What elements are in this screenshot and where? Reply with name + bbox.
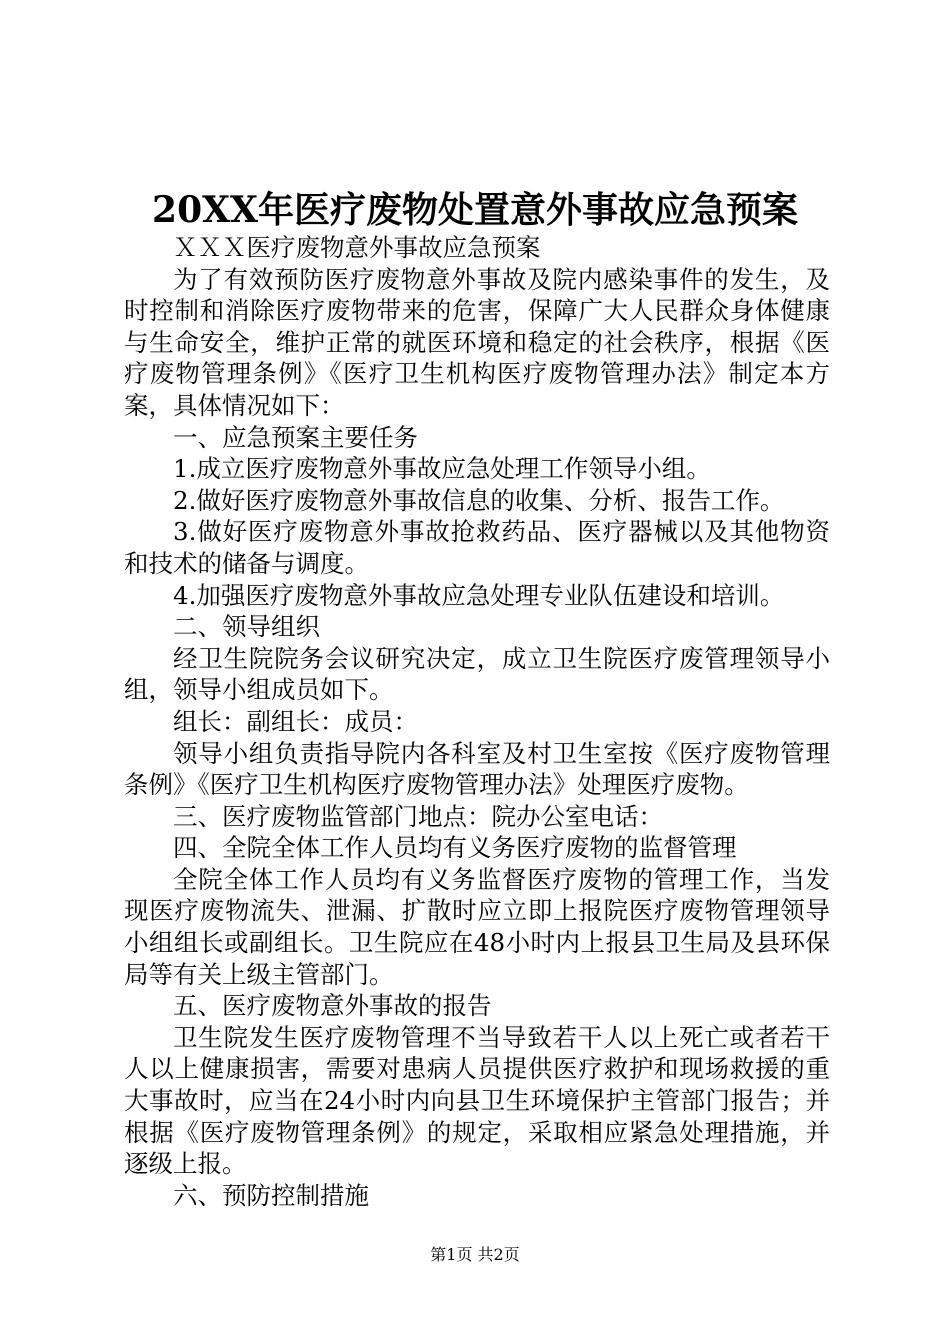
task-item-3: 3.做好医疗废物意外事故抢救药品、医疗器械以及其他物资和技术的储备与调度。 (124, 517, 830, 578)
paragraph-leadership: 经卫生院院务会议研究决定，成立卫生院医疗废管理领导小组，领导小组成员如下。 (124, 643, 830, 705)
task-item-2: 2.做好医疗废物意外事故信息的收集、分析、报告工作。 (173, 485, 785, 515)
paragraph-accident-report: 卫生院发生医疗废物管理不当导致若干人以上死亡或者若干人以上健康损害，需要对患病人员提供医疗救护和现场救援的重大事故时，应当在24小时内向县卫生环境保护主管部门报告；并根据《医疗废物管理条例》的规定，采取相应紧急处理措施，并逐级上报。 (124, 1022, 830, 1179)
heading-accident-report: 五、医疗废物意外事故的报告 (173, 991, 492, 1021)
paragraph-leadership-duty: 领导小组负责指导院内各科室及村卫生室按《医疗废物管理条例》《医疗卫生机构医疗废物管理办法》处理医疗废物。 (124, 738, 830, 800)
heading-main-tasks: 一、应急预案主要任务 (173, 422, 418, 452)
paragraph-members: 组长：副组长：成员： (173, 706, 418, 736)
document-body (124, 232, 830, 1211)
heading-staff-supervision: 四、全院全体工作人员均有义务医疗废物的监督管理 (173, 833, 737, 863)
paragraph-intro: 为了有效预防医疗废物意外事故及院内感染事件的发生，及时控制和消除医疗废物带来的危害，保障广大人民群众身体健康与生命安全，维护正常的就医环境和稳定的社会秩序，根据《医疗废物管理条例》《医疗卫生机构医疗废物管理办法》制定本方案，具体情况如下： (124, 264, 830, 420)
task-item-4: 4.加强医疗废物意外事故应急处理专业队伍建设和培训。 (173, 580, 785, 610)
heading-prevention: 六、预防控制措施 (173, 1180, 369, 1210)
page-footer: 第1页 共2页 (430, 1245, 520, 1264)
paragraph-staff-supervision: 全院全体工作人员均有义务监督医疗废物的管理工作，当发现医疗废物流失、泄漏、扩散时应立即上报院医疗废物管理领导小组组长或副组长。卫生院应在48小时内上报县卫生局及县环保局等有关上级主管部门。 (124, 864, 830, 989)
document-title: 20XX年医疗废物处置意外事故应急预案 (152, 189, 798, 231)
task-item-1: 1.成立医疗废物意外事故应急处理工作领导小组。 (173, 454, 711, 484)
paragraph-plan-name: ＸＸＸ医疗废物意外事故应急预案 (173, 233, 541, 262)
heading-supervision-dept: 三、医疗废物监管部门地点：院办公室电话： (173, 801, 663, 831)
heading-leadership: 二、领导组织 (173, 612, 320, 642)
